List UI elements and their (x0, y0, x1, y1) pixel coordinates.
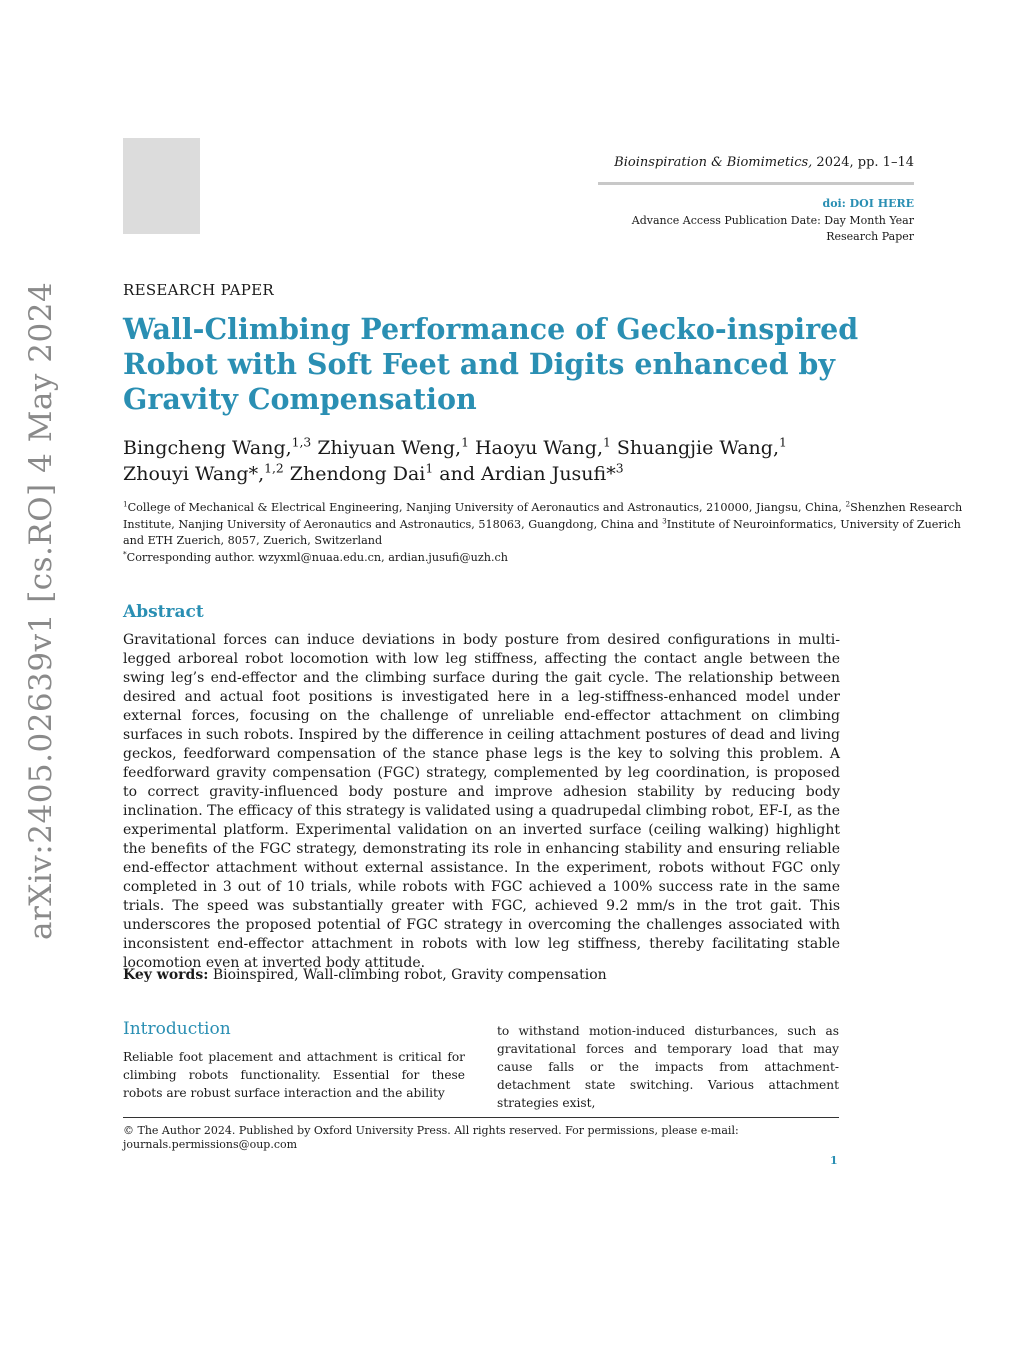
paper-type: Research Paper (826, 230, 914, 243)
keywords-text: Bioinspired, Wall-climbing robot, Gravity compensation (208, 967, 607, 983)
author-name: Zhendong Dai (283, 463, 426, 485)
author-list (123, 435, 903, 487)
affiliation-2: Shenzhen Research Institute, Nanjing University of Aeronautics and Astronautics, 518063, Guangdong, China and (123, 501, 963, 531)
author-line-2 (123, 461, 903, 487)
journal-citation (614, 155, 914, 170)
header-rule (598, 182, 914, 185)
affiliation-1: College of Mechanical & Electrical Engineering, Nanjing University of Aeronautics and Astronautics, 210000, Jiangsu, China, (127, 501, 846, 514)
author-name: Zhiyuan Weng, (311, 437, 462, 459)
access-date: Advance Access Publication Date: Day Month Year (631, 213, 914, 227)
article-kind: RESEARCH PAPER (123, 281, 275, 299)
arxiv-stamp: arXiv:2405.02639v1 [cs.RO] 4 May 2024 (23, 281, 59, 940)
affil-sup: 1 (123, 499, 128, 509)
abstract-heading: Abstract (123, 602, 204, 622)
copyright-notice: © The Author 2024. Published by Oxford University Press. All rights reserved. For permissions, please e-mail: journals.permissions@oup.com (123, 1124, 739, 1151)
author-affil-sup: 1,3 (291, 435, 312, 450)
author-name: Bingcheng Wang, (123, 437, 292, 459)
author-affil-sup: 1 (425, 461, 434, 476)
author-name: Haoyu Wang, (468, 437, 603, 459)
author-affil-sup: 1 (461, 435, 469, 450)
journal-name: Bioinspiration & Biomimetics, (614, 155, 813, 170)
journal-logo-placeholder (123, 138, 200, 234)
paper-title: Wall-Climbing Performance of Gecko-inspired Robot with Soft Feet and Digits enhanced by Gravity Compensation (123, 312, 859, 416)
publication-meta (632, 196, 914, 246)
author-name: Shuangjie Wang, (610, 437, 779, 459)
corresponding-author (123, 550, 963, 567)
keywords (123, 967, 840, 983)
author-affil-sup: 1 (779, 435, 787, 450)
introduction-heading: Introduction (123, 1019, 231, 1039)
corr-sup: * (123, 548, 127, 558)
author-affil-sup: 1,2 (264, 461, 284, 476)
abstract-text: Gravitational forces can induce deviations in body posture from desired configurations in multi-legged arboreal robot locomotion with low leg stiffness, affecting the contact angle between the swing leg’s end-effector and the climbing surface during the gait cycle. The relationship between desired and actual foot positions is investigated here in a leg-stiffness-enhanced model under external forces, focusing on the challenge of unreliable end-effector attachment on climbing surfaces in such robots. Inspired by the difference in ceiling attachment postures of dead and living geckos, feedforward compensation of the stance phase legs is the key to solving this problem. A feedforward gravity compensation (FGC) strategy, complemented by leg coordination, is proposed to correct gravity-influenced body posture and improve adhesion stability by reducing body inclination. The efficacy of this strategy is validated using a quadrupedal climbing robot, EF-I, as the experimental platform. Experimental validation on an inverted surface (ceiling walking) highlight the benefits of the FGC strategy, demonstrating its role in enhancing stability and ensuring reliable end-effector attachment without external assistance. In the experiment, robots without FGC only completed in 3 out of 10 trials, while robots with FGC achieved a 100% success rate in the same trials. The speed was substantially greater with FGC, achieved 9.2 mm/s in the trot gait. This underscores the proposed potential of FGC strategy in overcoming the challenges associated with inconsistent end-effector attachment in robots with low leg stiffness, thereby facilitating stable locomotion even at inverted body attitude. (123, 632, 840, 971)
affiliation-3: Institute of Neuroinformatics, University of Zuerich and ETH Zuerich, 8057, Zuerich, Switzerland (123, 517, 961, 547)
author-affil-sup: 3 (615, 461, 624, 476)
author-line-1 (123, 435, 903, 461)
introduction-col1: Reliable foot placement and attachment is critical for climbing robots functionality. Essential for these robots are robust surface interaction and the ability (123, 1050, 465, 1100)
keywords-label: Key words: (123, 967, 209, 983)
affiliations (123, 500, 963, 566)
author-name: and Ardian Jusufi* (433, 463, 616, 485)
introduction-col2: to withstand motion-induced disturbances, such as gravitational forces and temporary load that may cause falls or the impacts from attachment-detachment state switching. Various attachment strategies exist, (497, 1024, 839, 1110)
page-number: 1 (830, 1154, 838, 1167)
footer-rule (123, 1117, 839, 1118)
doi-link[interactable]: doi: DOI HERE (822, 197, 914, 210)
author-affil-sup: 1 (602, 435, 611, 450)
affiliation-lines (123, 500, 963, 550)
corresponding-text: Corresponding author. wzyxml@nuaa.edu.cn, ardian.jusufi@uzh.ch (126, 550, 508, 564)
affil-sup: 3 (662, 515, 667, 525)
journal-year-pages: 2024, pp. 1–14 (812, 155, 914, 170)
author-name: Zhouyi Wang*, (123, 463, 265, 485)
affil-sup: 2 (845, 499, 851, 509)
